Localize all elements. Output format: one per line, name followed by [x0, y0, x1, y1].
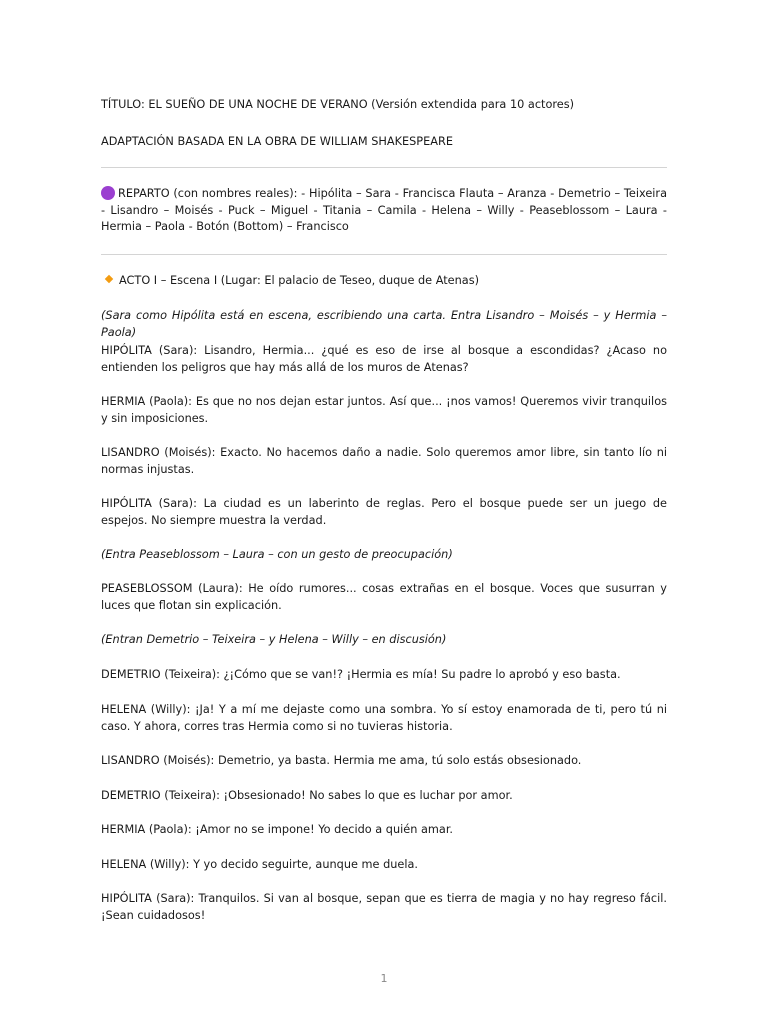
dialogue-line: LISANDRO (Moisés): Demetrio, ya basta. Hermia me ama, tú solo estás obsesionado. [101, 754, 582, 767]
document-page [101, 0, 667, 1024]
cast-text: REPARTO (con nombres reales): - Hipólita – Sara - Francisca Flauta – Aranza - Demetrio – Teixeira - Lisandro – Moisés - Puck – Miguel - Titania – Camila - Helena – Willy - Peaseblossom – Laura - Hermia – Paola - Botón (Bottom) – Francisco [101, 187, 667, 233]
cast-list [101, 186, 667, 236]
dialogue-line: HELENA (Willy): ¡Ja! Y a mí me dejaste como una sombra. Yo sí estoy enamorada de ti, pero tú ni caso. Y ahora, corres tras Hermia como si no tuvieras historia. [101, 703, 667, 733]
dialogue-line: HELENA (Willy): Y yo decido seguirte, aunque me duela. [101, 858, 418, 871]
dialogue-line: HIPÓLITA (Sara): Tranquilos. Si van al bosque, sepan que es tierra de magia y no hay regreso fácil. ¡Sean cuidadosos! [101, 892, 667, 922]
divider [101, 167, 667, 168]
stage-direction: (Sara como Hipólita está en escena, escribiendo una carta. Entra Lisandro – Moisés – y Hermia – Paola) [101, 309, 667, 339]
dialogue-line: HIPÓLITA (Sara): La ciudad es un laberinto de reglas. Pero el bosque puede ser un juego de espejos. No siempre muestra la verdad. [101, 497, 667, 527]
divider [101, 254, 667, 255]
purple-circle-icon [101, 186, 115, 200]
act-heading [101, 273, 667, 290]
dialogue-line: DEMETRIO (Teixeira): ¿¡Cómo que se van!? ¡Hermia es mía! Su padre lo aprobó y eso basta. [101, 668, 621, 681]
act-heading-text: ACTO I – Escena I (Lugar: El palacio de Teseo, duque de Atenas) [119, 274, 479, 287]
stage-direction: (Entran Demetrio – Teixeira – y Helena – Willy – en discusión) [101, 633, 447, 646]
page-number: 1 [380, 972, 388, 985]
dialogue-line: LISANDRO (Moisés): Exacto. No hacemos daño a nadie. Solo queremos amor libre, sin tanto lío ni normas injustas. [101, 446, 667, 476]
adaptation-note: ADAPTACIÓN BASADA EN LA OBRA DE WILLIAM SHAKESPEARE [101, 135, 453, 148]
dialogue-line: DEMETRIO (Teixeira): ¡Obsesionado! No sabes lo que es luchar por amor. [101, 789, 513, 802]
dialogue-line: HERMIA (Paola): ¡Amor no se impone! Yo decido a quién amar. [101, 823, 454, 836]
dialogue-line: HIPÓLITA (Sara): Lisandro, Hermia... ¿qué es eso de irse al bosque a escondidas? ¿Acaso no entienden los peligros que hay más allá de los muros de Atenas? [101, 344, 667, 374]
document-title: TÍTULO: EL SUEÑO DE UNA NOCHE DE VERANO (Versión extendida para 10 actores) [101, 98, 575, 111]
dialogue-line: PEASEBLOSSOM (Laura): He oído rumores... cosas extrañas en el bosque. Voces que susurran y luces que flotan sin explicación. [101, 582, 667, 612]
dialogue-line: HERMIA (Paola): Es que no nos dejan estar juntos. Así que... ¡nos vamos! Queremos vivir tranquilos y sin imposiciones. [101, 395, 667, 425]
orange-diamond-icon [105, 275, 113, 283]
stage-direction: (Entra Peaseblossom – Laura – con un gesto de preocupación) [101, 548, 453, 561]
